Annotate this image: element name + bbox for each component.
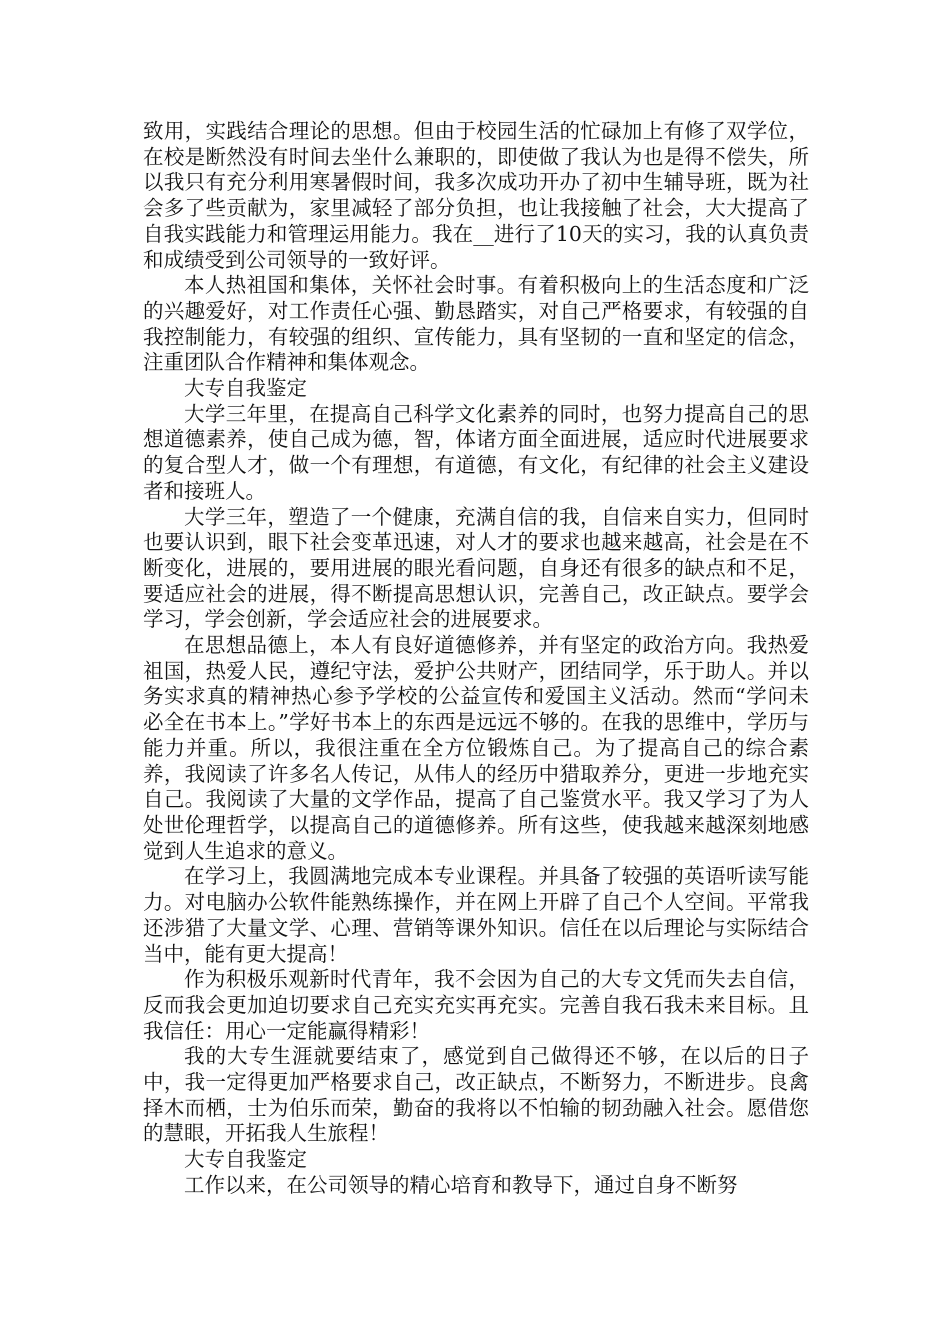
paragraph-study: 在学习上，我圆满地完成本专业课程。并具备了较强的英语听读写能力。对电脑办公软件能熟练操作，并在网上开辟了自己个人空间。平常我还涉猎了大量文学、心理、营销等课外知识。信任在以后理论与实际结合当中，能有更大提高！ [143,864,809,966]
paragraph-conclusion: 我的大专生涯就要结束了，感觉到自己做得还不够，在以后的日子中，我一定得更加严格要求自己，改正缺点，不断努力，不断进步。良禽择木而栖，士为伯乐而荣，勤奋的我将以不怕输的韧劲融入社会。愿借您的慧眼，开拓我人生旅程！ [143,1044,809,1146]
paragraph-optimism: 作为积极乐观新时代青年，我不会因为自己的大专文凭而失去自信，反而我会更加迫切要求自己充实充实再充实。完善自我石我未来目标。且我信任：用心一定能赢得精彩！ [143,967,809,1043]
paragraph-continuation: 致用，实践结合理论的思想。但由于校园生活的忙碌加上有修了双学位，在校是断然没有时间去坐什么兼职的，即使做了我认为也是得不偿失，所以我只有充分利用寒暑假时间，我多次成功开办了初中生辅导班，既为社会多了些贡献为，家里减轻了部分负担，也让我接触了社会，大大提高了自我实践能力和管理运用能力。我在__进行了10天的实习，我的认真负责和成绩受到公司领导的一致好评。 [143,119,809,272]
document-body [143,119,809,1199]
section-heading-2: 大专自我鉴定 [184,1147,307,1172]
section-heading-1: 大专自我鉴定 [184,376,307,401]
paragraph-three-years: 大学三年里，在提高自己科学文化素养的同时，也努力提高自己的思想道德素养，使自己成为德，智，体诸方面全面进展，适应时代进展要求的复合型人才，做一个有理想，有道德，有文化，有纪律的社会主义建设者和接班人。 [143,401,809,503]
paragraph-work-intro: 工作以来，在公司领导的精心培育和教导下，通过自身不断努 [184,1172,738,1197]
paragraph-moral-character: 在思想品德上，本人有良好道德修养，并有坚定的政治方向。我热爱祖国，热爱人民，遵纪守法，爱护公共财产，团结同学，乐于助人。并以务实求真的精神热心参予学校的公益宣传和爱国主义活动。然而“学问未必全在书本上。”学好书本上的东西是远远不够的。在我的思维中，学历与能力并重。所以，我很注重在全方位锻炼自己。为了提高自己的综合素养，我阅读了许多名人传记，从伟人的经历中猎取养分，更进一步地充实自己。我阅读了大量的文学作品，提高了自己鉴赏水平。我又学习了为人处世伦理哲学，以提高自己的道德修养。所有这些，使我越来越深刻地感觉到人生追求的意义。 [143,633,809,863]
paragraph-personal-qualities: 本人热祖国和集体，关怀社会时事。有着积极向上的生活态度和广泛的兴趣爱好，对工作责任心强、勤恳踏实，对自己严格要求，有较强的自我控制能力，有较强的组织、宣传能力，具有坚韧的一直和坚定的信念，注重团队合作精神和集体观念。 [143,273,809,375]
paragraph-self-confidence: 大学三年，塑造了一个健康，充满自信的我，自信来自实力，但同时也要认识到，眼下社会变革迅速，对人才的要求也越来越高，社会是在不断变化，进展的，要用进展的眼光看问题，自身还有很多的缺点和不足，要适应社会的进展，得不断提高思想认识，完善自己，改正缺点。要学会学习，学会创新，学会适应社会的进展要求。 [143,504,809,632]
